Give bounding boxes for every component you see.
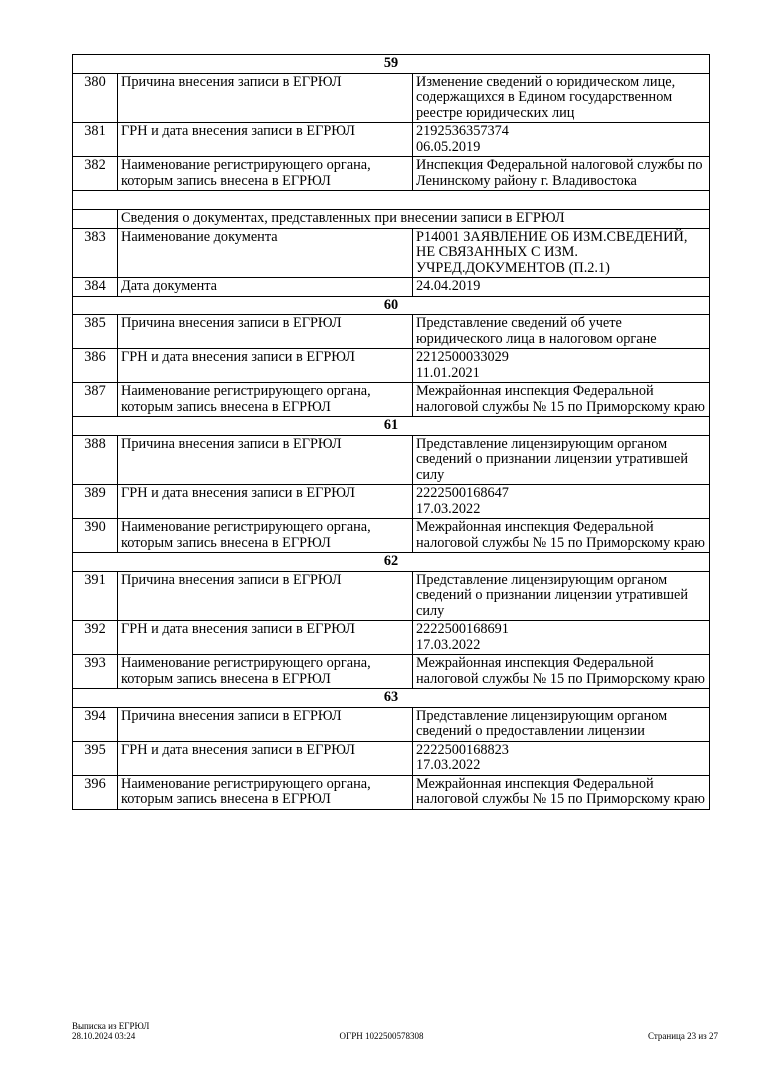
- footer-ogrn: ОГРН 1022500578308: [339, 1031, 424, 1041]
- record-group-header: [73, 417, 710, 436]
- row-number: 390: [73, 519, 118, 553]
- table-row: [73, 383, 710, 417]
- row-value: 24.04.2019: [413, 278, 710, 297]
- row-number: 388: [73, 435, 118, 485]
- table-row: [73, 73, 710, 123]
- egrul-records-table: [72, 54, 710, 810]
- row-value: 2212500033029 11.01.2021: [413, 349, 710, 383]
- table-row: [73, 519, 710, 553]
- row-label: Причина внесения записи в ЕГРЮЛ: [118, 707, 413, 741]
- row-label: Причина внесения записи в ЕГРЮЛ: [118, 571, 413, 621]
- row-label: Наименование регистрирующего органа, которым запись внесена в ЕГРЮЛ: [118, 519, 413, 553]
- row-number: 391: [73, 571, 118, 621]
- footer-page-number: Страница 23 из 27: [648, 1031, 718, 1041]
- row-value: Р14001 ЗАЯВЛЕНИЕ ОБ ИЗМ.СВЕДЕНИЙ, НЕ СВЯЗАННЫХ С ИЗМ. УЧРЕД.ДОКУМЕНТОВ (П.2.1): [413, 228, 710, 278]
- table-row: [73, 775, 710, 809]
- table-row: [73, 228, 710, 278]
- table-row: [73, 123, 710, 157]
- table-row: [73, 278, 710, 297]
- record-group-number: 60: [73, 296, 710, 315]
- footer-datetime: 28.10.2024 03:24: [72, 1031, 136, 1041]
- row-label: Причина внесения записи в ЕГРЮЛ: [118, 435, 413, 485]
- row-label: Дата документа: [118, 278, 413, 297]
- row-value: Межрайонная инспекция Федеральной налоговой службы № 15 по Приморскому краю: [413, 655, 710, 689]
- row-value: 2222500168647 17.03.2022: [413, 485, 710, 519]
- row-label: Причина внесения записи в ЕГРЮЛ: [118, 315, 413, 349]
- table-row: [73, 315, 710, 349]
- record-group-header: [73, 296, 710, 315]
- row-value: Межрайонная инспекция Федеральной налоговой службы № 15 по Приморскому краю: [413, 775, 710, 809]
- row-label: Причина внесения записи в ЕГРЮЛ: [118, 73, 413, 123]
- row-value: 2192536357374 06.05.2019: [413, 123, 710, 157]
- row-value: Изменение сведений о юридическом лице, содержащихся в Едином государственном реестре юридических лиц: [413, 73, 710, 123]
- row-number: 396: [73, 775, 118, 809]
- row-label: ГРН и дата внесения записи в ЕГРЮЛ: [118, 485, 413, 519]
- table-row: [73, 571, 710, 621]
- row-label: ГРН и дата внесения записи в ЕГРЮЛ: [118, 741, 413, 775]
- row-number: 394: [73, 707, 118, 741]
- docs-heading: Сведения о документах, представленных при внесении записи в ЕГРЮЛ: [118, 210, 710, 229]
- table-row: [73, 655, 710, 689]
- row-number: 392: [73, 621, 118, 655]
- row-value: Представление лицензирующим органом сведений о признании лицензии утратившей силу: [413, 435, 710, 485]
- row-number: 384: [73, 278, 118, 297]
- table-row: [73, 349, 710, 383]
- row-value: Представление лицензирующим органом сведений о признании лицензии утратившей силу: [413, 571, 710, 621]
- record-group-header: [73, 553, 710, 572]
- row-number: 386: [73, 349, 118, 383]
- table-row: [73, 741, 710, 775]
- row-value: Представление сведений об учете юридического лица в налоговом органе: [413, 315, 710, 349]
- row-number: 385: [73, 315, 118, 349]
- row-value: Представление лицензирующим органом сведений о предоставлении лицензии: [413, 707, 710, 741]
- row-number: 389: [73, 485, 118, 519]
- footer-doc-title: Выписка из ЕГРЮЛ: [72, 1021, 150, 1031]
- row-label: ГРН и дата внесения записи в ЕГРЮЛ: [118, 123, 413, 157]
- row-number: 382: [73, 157, 118, 191]
- row-number: 383: [73, 228, 118, 278]
- table-row: [73, 707, 710, 741]
- row-number: 387: [73, 383, 118, 417]
- record-group-number: 63: [73, 689, 710, 708]
- record-group-header: [73, 689, 710, 708]
- row-label: Наименование регистрирующего органа, которым запись внесена в ЕГРЮЛ: [118, 775, 413, 809]
- row-label: Наименование документа: [118, 228, 413, 278]
- record-group-number: 61: [73, 417, 710, 436]
- table-row: [73, 485, 710, 519]
- row-value: 2222500168823 17.03.2022: [413, 741, 710, 775]
- row-value: Межрайонная инспекция Федеральной налоговой службы № 15 по Приморскому краю: [413, 383, 710, 417]
- row-label: Наименование регистрирующего органа, которым запись внесена в ЕГРЮЛ: [118, 383, 413, 417]
- record-group-number: 62: [73, 553, 710, 572]
- record-group-number: 59: [73, 55, 710, 74]
- row-label: Наименование регистрирующего органа, которым запись внесена в ЕГРЮЛ: [118, 655, 413, 689]
- row-value: Межрайонная инспекция Федеральной налоговой службы № 15 по Приморскому краю: [413, 519, 710, 553]
- row-number: 395: [73, 741, 118, 775]
- row-number: 393: [73, 655, 118, 689]
- blank-row: [73, 191, 710, 210]
- row-label: ГРН и дата внесения записи в ЕГРЮЛ: [118, 621, 413, 655]
- docs-heading-row: [73, 210, 710, 229]
- table-body: [73, 55, 710, 810]
- blank-cell: [73, 191, 710, 210]
- table-row: [73, 435, 710, 485]
- row-label: Наименование регистрирующего органа, которым запись внесена в ЕГРЮЛ: [118, 157, 413, 191]
- docs-heading-empty-cell: [73, 210, 118, 229]
- table-row: [73, 157, 710, 191]
- row-number: 380: [73, 73, 118, 123]
- row-value: 2222500168691 17.03.2022: [413, 621, 710, 655]
- table-row: [73, 621, 710, 655]
- row-value: Инспекция Федеральной налоговой службы по Ленинскому району г. Владивостока: [413, 157, 710, 191]
- row-label: ГРН и дата внесения записи в ЕГРЮЛ: [118, 349, 413, 383]
- row-number: 381: [73, 123, 118, 157]
- record-group-header: [73, 55, 710, 74]
